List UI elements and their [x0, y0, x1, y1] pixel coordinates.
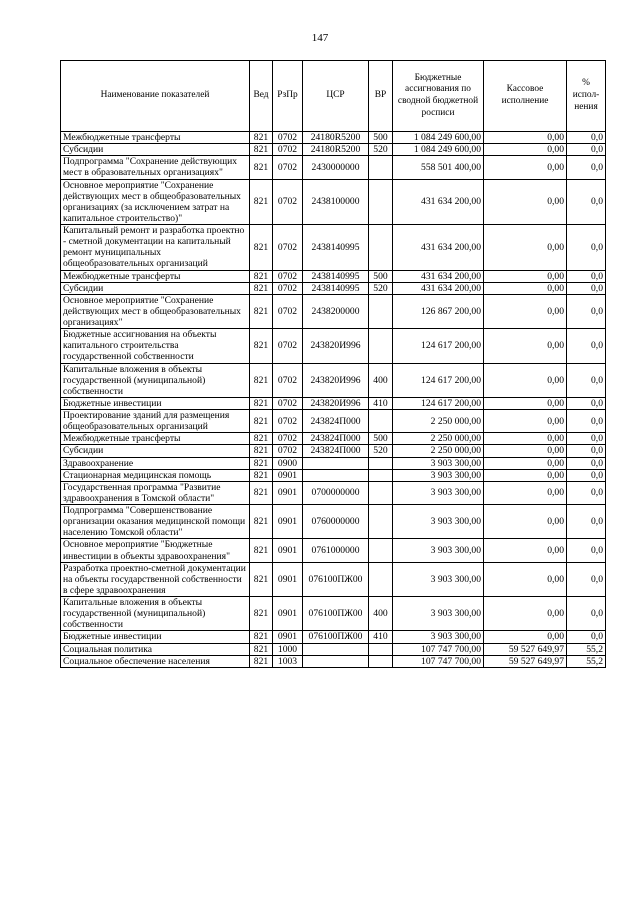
cell-pct: 55,2	[567, 643, 606, 655]
table-row	[61, 270, 606, 282]
header-csr: ЦСР	[303, 61, 369, 132]
cell-csr: 0760000000	[303, 505, 369, 539]
cell-ved: 821	[250, 562, 273, 596]
cell-vr	[369, 643, 393, 655]
table-row	[61, 505, 606, 539]
cell-pct: 0,0	[567, 270, 606, 282]
cell-name: Здравоохранение	[61, 457, 250, 469]
cell-vr: 410	[369, 397, 393, 409]
cell-ved: 821	[250, 397, 273, 409]
cell-cash: 0,00	[484, 225, 567, 271]
cell-name: Основное мероприятие "Бюджетные инвестиции в объекты здравоохранения"	[61, 539, 250, 562]
table-row	[61, 132, 606, 144]
cell-vr	[369, 469, 393, 481]
cell-vr	[369, 457, 393, 469]
cell-csr: 243824П000	[303, 433, 369, 445]
header-cash: Кассовое исполнение	[484, 61, 567, 132]
cell-budget: 1 084 249 600,00	[393, 144, 484, 156]
cell-name: Субсидии	[61, 445, 250, 457]
cell-pct: 0,0	[567, 457, 606, 469]
cell-cash: 0,00	[484, 144, 567, 156]
cell-csr: 0700000000	[303, 481, 369, 504]
table-header-row	[61, 61, 606, 132]
cell-vr	[369, 505, 393, 539]
cell-csr: 0761000000	[303, 539, 369, 562]
cell-pct: 0,0	[567, 433, 606, 445]
table-row	[61, 156, 606, 179]
table-row	[61, 643, 606, 655]
cell-cash: 0,00	[484, 294, 567, 328]
cell-csr: 243820И996	[303, 329, 369, 363]
cell-budget: 124 617 200,00	[393, 329, 484, 363]
cell-rzpr: 0901	[273, 539, 303, 562]
cell-name: Государственная программа "Развитие здравоохранения в Томской области"	[61, 481, 250, 504]
cell-name: Капитальные вложения в объекты государственной (муниципальной) собственности	[61, 597, 250, 631]
cell-name: Подпрограмма "Сохранение действующих мест в образовательных организациях"	[61, 156, 250, 179]
cell-rzpr: 0901	[273, 631, 303, 643]
cell-rzpr: 0702	[273, 363, 303, 397]
cell-ved: 821	[250, 156, 273, 179]
cell-vr	[369, 179, 393, 225]
cell-pct: 0,0	[567, 539, 606, 562]
cell-rzpr: 0702	[273, 144, 303, 156]
cell-rzpr: 0900	[273, 457, 303, 469]
cell-csr	[303, 655, 369, 667]
table-row	[61, 410, 606, 433]
table-row	[61, 225, 606, 271]
cell-csr: 24180R5200	[303, 132, 369, 144]
cell-rzpr: 0702	[273, 270, 303, 282]
cell-rzpr: 0901	[273, 505, 303, 539]
cell-cash: 0,00	[484, 179, 567, 225]
cell-budget: 126 867 200,00	[393, 294, 484, 328]
cell-vr	[369, 156, 393, 179]
cell-ved: 821	[250, 445, 273, 457]
cell-pct: 0,0	[567, 481, 606, 504]
cell-name: Капитальный ремонт и разработка проектно - сметной документации на капитальный ремонт муниципальных общеобразовательных организаций	[61, 225, 250, 271]
cell-cash: 0,00	[484, 282, 567, 294]
cell-budget: 2 250 000,00	[393, 433, 484, 445]
cell-vr	[369, 225, 393, 271]
cell-rzpr: 0702	[273, 179, 303, 225]
cell-name: Социальная политика	[61, 643, 250, 655]
cell-vr: 400	[369, 363, 393, 397]
cell-cash: 0,00	[484, 132, 567, 144]
cell-budget: 431 634 200,00	[393, 179, 484, 225]
table-row	[61, 457, 606, 469]
cell-budget: 431 634 200,00	[393, 225, 484, 271]
cell-rzpr: 0702	[273, 156, 303, 179]
table-row	[61, 294, 606, 328]
cell-cash: 59 527 649,97	[484, 643, 567, 655]
cell-csr: 2438140995	[303, 270, 369, 282]
cell-rzpr: 0702	[273, 132, 303, 144]
cell-vr	[369, 481, 393, 504]
table-row	[61, 282, 606, 294]
cell-ved: 821	[250, 469, 273, 481]
cell-pct: 0,0	[567, 597, 606, 631]
cell-cash: 0,00	[484, 562, 567, 596]
cell-ved: 821	[250, 481, 273, 504]
budget-table	[60, 60, 606, 668]
cell-budget: 1 084 249 600,00	[393, 132, 484, 144]
cell-vr	[369, 562, 393, 596]
cell-ved: 821	[250, 631, 273, 643]
cell-csr: 2438200000	[303, 294, 369, 328]
cell-pct: 0,0	[567, 397, 606, 409]
header-name: Наименование показателей	[61, 61, 250, 132]
cell-ved: 821	[250, 363, 273, 397]
cell-csr: 2430000000	[303, 156, 369, 179]
cell-name: Основное мероприятие "Сохранение действующих мест в общеобразовательных организациях (за исключением затрат на капитальное строительство)"	[61, 179, 250, 225]
cell-pct: 0,0	[567, 363, 606, 397]
cell-cash: 0,00	[484, 539, 567, 562]
cell-cash: 0,00	[484, 481, 567, 504]
cell-vr: 520	[369, 282, 393, 294]
cell-name: Субсидии	[61, 144, 250, 156]
cell-rzpr: 0702	[273, 282, 303, 294]
header-vr: ВР	[369, 61, 393, 132]
cell-rzpr: 0702	[273, 397, 303, 409]
cell-vr: 410	[369, 631, 393, 643]
cell-csr: 243820И996	[303, 363, 369, 397]
cell-rzpr: 0702	[273, 433, 303, 445]
table-row	[61, 562, 606, 596]
cell-vr	[369, 539, 393, 562]
cell-pct: 0,0	[567, 505, 606, 539]
cell-name: Основное мероприятие "Сохранение действующих мест в общеобразовательных организациях"	[61, 294, 250, 328]
cell-vr: 520	[369, 445, 393, 457]
cell-name: Межбюджетные трансферты	[61, 270, 250, 282]
cell-rzpr: 0702	[273, 329, 303, 363]
cell-budget: 3 903 300,00	[393, 469, 484, 481]
table-row	[61, 433, 606, 445]
cell-csr: 24180R5200	[303, 144, 369, 156]
cell-pct: 0,0	[567, 329, 606, 363]
cell-cash: 0,00	[484, 156, 567, 179]
cell-name: Субсидии	[61, 282, 250, 294]
cell-ved: 821	[250, 282, 273, 294]
cell-rzpr: 0702	[273, 410, 303, 433]
cell-budget: 3 903 300,00	[393, 539, 484, 562]
cell-csr	[303, 457, 369, 469]
cell-name: Разработка проектно-сметной документации на объекты государственной собственности в сфере здравоохранения	[61, 562, 250, 596]
cell-pct: 0,0	[567, 179, 606, 225]
cell-budget: 3 903 300,00	[393, 481, 484, 504]
cell-cash: 0,00	[484, 597, 567, 631]
cell-rzpr: 0702	[273, 294, 303, 328]
cell-name: Бюджетные ассигнования на объекты капитального строительства государственной собственности	[61, 329, 250, 363]
cell-vr: 500	[369, 433, 393, 445]
cell-name: Бюджетные инвестиции	[61, 397, 250, 409]
cell-vr	[369, 655, 393, 667]
table-row	[61, 597, 606, 631]
cell-csr: 2438100000	[303, 179, 369, 225]
cell-name: Подпрограмма "Совершенствование организации оказания медицинской помощи населению Томской области"	[61, 505, 250, 539]
cell-name: Проектирование зданий для размещения общеобразовательных организаций	[61, 410, 250, 433]
cell-ved: 821	[250, 410, 273, 433]
cell-ved: 821	[250, 643, 273, 655]
cell-cash: 0,00	[484, 445, 567, 457]
cell-ved: 821	[250, 225, 273, 271]
cell-name: Капитальные вложения в объекты государственной (муниципальной) собственности	[61, 363, 250, 397]
cell-rzpr: 1003	[273, 655, 303, 667]
cell-vr	[369, 410, 393, 433]
cell-rzpr: 0901	[273, 597, 303, 631]
cell-budget: 3 903 300,00	[393, 562, 484, 596]
cell-cash: 59 527 649,97	[484, 655, 567, 667]
cell-budget: 107 747 700,00	[393, 655, 484, 667]
cell-rzpr: 0901	[273, 469, 303, 481]
cell-cash: 0,00	[484, 433, 567, 445]
table-row	[61, 329, 606, 363]
cell-cash: 0,00	[484, 505, 567, 539]
table-row	[61, 631, 606, 643]
cell-cash: 0,00	[484, 631, 567, 643]
page-number: 147	[311, 32, 329, 44]
cell-csr: 076100ПЖ00	[303, 597, 369, 631]
cell-budget: 3 903 300,00	[393, 505, 484, 539]
cell-ved: 821	[250, 144, 273, 156]
cell-ved: 821	[250, 179, 273, 225]
cell-vr: 500	[369, 270, 393, 282]
cell-budget: 431 634 200,00	[393, 270, 484, 282]
cell-cash: 0,00	[484, 457, 567, 469]
cell-pct: 0,0	[567, 631, 606, 643]
cell-name: Межбюджетные трансферты	[61, 132, 250, 144]
cell-ved: 821	[250, 539, 273, 562]
table-row	[61, 655, 606, 667]
cell-pct: 0,0	[567, 144, 606, 156]
cell-pct: 0,0	[567, 225, 606, 271]
cell-budget: 558 501 400,00	[393, 156, 484, 179]
cell-ved: 821	[250, 294, 273, 328]
table-row	[61, 144, 606, 156]
cell-budget: 107 747 700,00	[393, 643, 484, 655]
cell-rzpr: 0901	[273, 562, 303, 596]
cell-csr	[303, 469, 369, 481]
cell-pct: 0,0	[567, 445, 606, 457]
table-row	[61, 445, 606, 457]
cell-cash: 0,00	[484, 410, 567, 433]
header-budget: Бюджетные ассигнования по сводной бюджетной росписи	[393, 61, 484, 132]
table-row	[61, 397, 606, 409]
cell-rzpr: 0702	[273, 225, 303, 271]
cell-pct: 55,2	[567, 655, 606, 667]
cell-ved: 821	[250, 270, 273, 282]
cell-ved: 821	[250, 597, 273, 631]
cell-vr: 520	[369, 144, 393, 156]
cell-budget: 3 903 300,00	[393, 597, 484, 631]
cell-budget: 2 250 000,00	[393, 410, 484, 433]
header-pct: % испол-нения	[567, 61, 606, 132]
cell-ved: 821	[250, 457, 273, 469]
cell-pct: 0,0	[567, 156, 606, 179]
cell-vr	[369, 329, 393, 363]
cell-csr: 076100ПЖ00	[303, 631, 369, 643]
table-row	[61, 179, 606, 225]
cell-budget: 124 617 200,00	[393, 397, 484, 409]
cell-ved: 821	[250, 505, 273, 539]
cell-budget: 3 903 300,00	[393, 457, 484, 469]
cell-name: Социальное обеспечение населения	[61, 655, 250, 667]
header-rzpr: РзПр	[273, 61, 303, 132]
cell-csr: 243824П000	[303, 410, 369, 433]
cell-name: Межбюджетные трансферты	[61, 433, 250, 445]
cell-cash: 0,00	[484, 363, 567, 397]
cell-csr: 243820И996	[303, 397, 369, 409]
cell-budget: 3 903 300,00	[393, 631, 484, 643]
cell-budget: 124 617 200,00	[393, 363, 484, 397]
cell-csr: 2438140995	[303, 225, 369, 271]
cell-vr: 400	[369, 597, 393, 631]
cell-csr	[303, 643, 369, 655]
cell-pct: 0,0	[567, 410, 606, 433]
table-row	[61, 469, 606, 481]
cell-csr: 076100ПЖ00	[303, 562, 369, 596]
cell-pct: 0,0	[567, 132, 606, 144]
cell-csr: 2438140995	[303, 282, 369, 294]
cell-ved: 821	[250, 433, 273, 445]
cell-name: Стационарная медицинская помощь	[61, 469, 250, 481]
cell-ved: 821	[250, 329, 273, 363]
cell-cash: 0,00	[484, 329, 567, 363]
cell-cash: 0,00	[484, 397, 567, 409]
cell-cash: 0,00	[484, 270, 567, 282]
cell-pct: 0,0	[567, 294, 606, 328]
table-row	[61, 539, 606, 562]
cell-pct: 0,0	[567, 562, 606, 596]
cell-budget: 2 250 000,00	[393, 445, 484, 457]
cell-vr	[369, 294, 393, 328]
table-row	[61, 481, 606, 504]
cell-rzpr: 1000	[273, 643, 303, 655]
cell-cash: 0,00	[484, 469, 567, 481]
cell-pct: 0,0	[567, 469, 606, 481]
cell-ved: 821	[250, 132, 273, 144]
cell-vr: 500	[369, 132, 393, 144]
cell-rzpr: 0901	[273, 481, 303, 504]
cell-budget: 431 634 200,00	[393, 282, 484, 294]
cell-csr: 243824П000	[303, 445, 369, 457]
table-row	[61, 363, 606, 397]
cell-pct: 0,0	[567, 282, 606, 294]
header-ved: Вед	[250, 61, 273, 132]
cell-name: Бюджетные инвестиции	[61, 631, 250, 643]
cell-rzpr: 0702	[273, 445, 303, 457]
cell-ved: 821	[250, 655, 273, 667]
